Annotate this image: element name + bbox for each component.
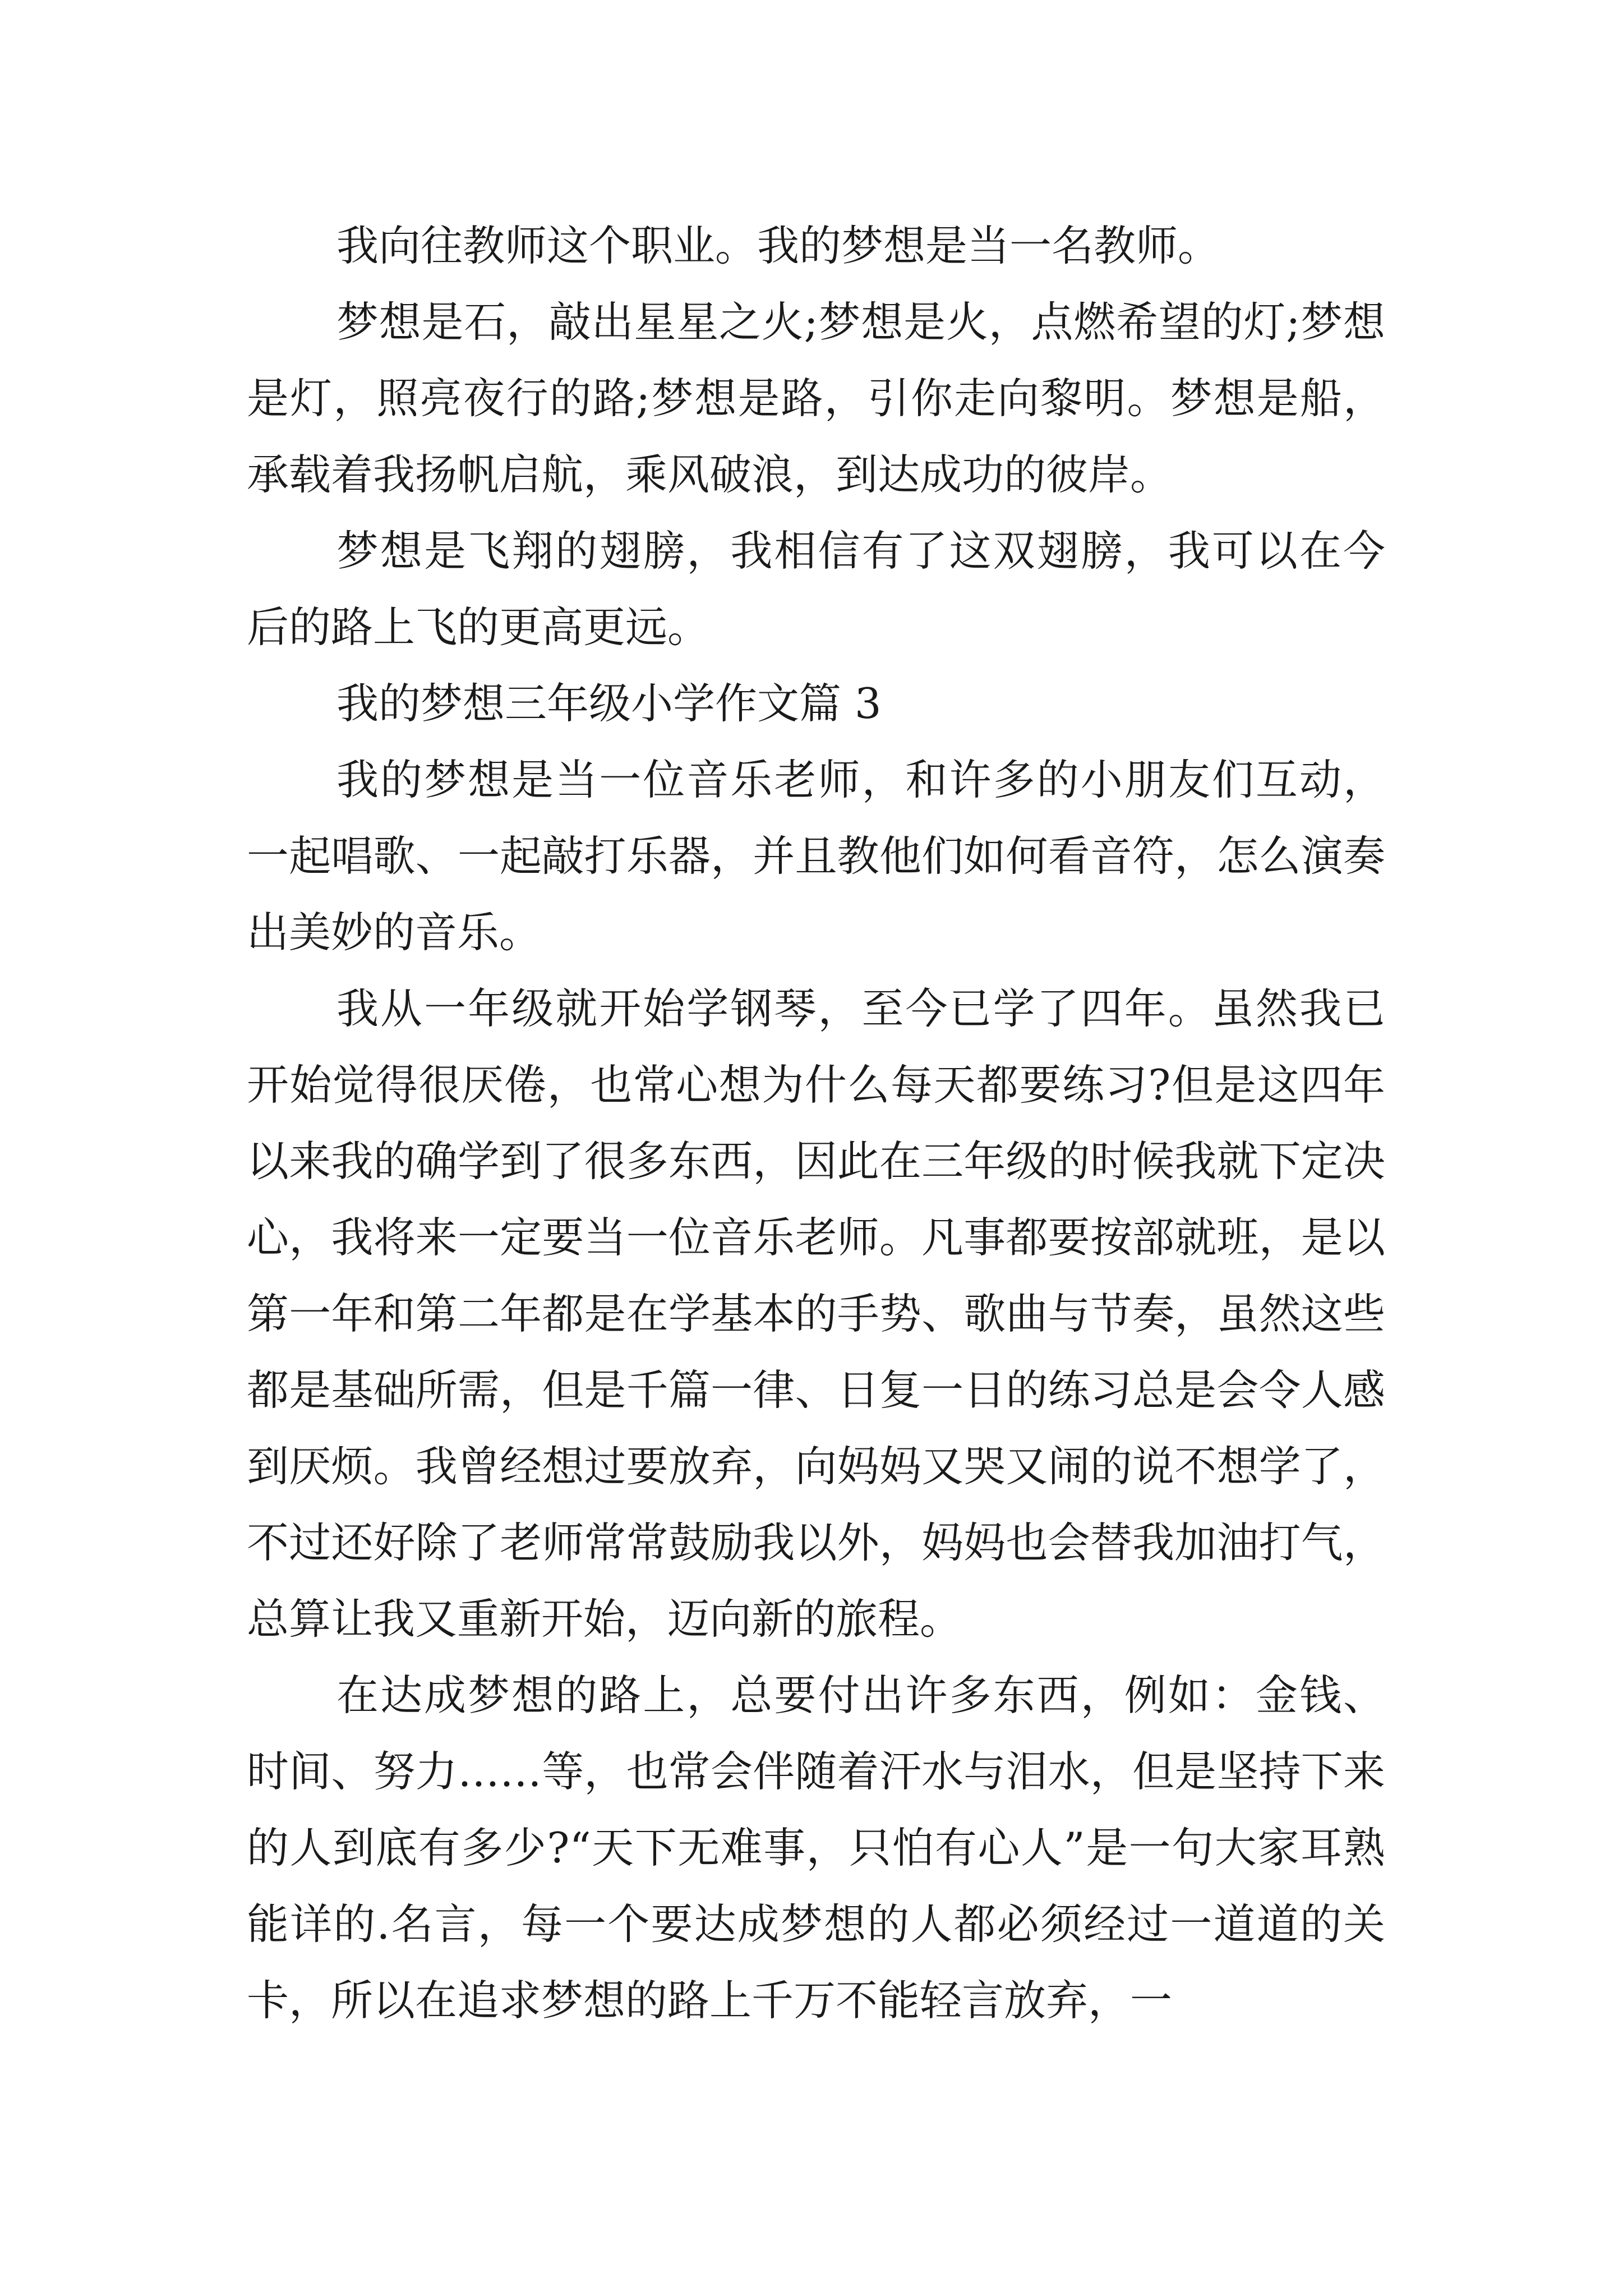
paragraph-6: 在达成梦想的路上，总要付出许多东西，例如：金钱、时间、努力……等，也常会伴随着汗水与泪水，但是坚持下来的人到底有多少?“天下无难事，只怕有心人”是一句大家耳熟能详的.名言，每一个要达成梦想的人都必须经过一道道的关卡，所以在追求梦想的路上千万不能轻言放弃，一 [247, 1671, 1385, 2025]
paragraph-4: 我的梦想是当一位音乐老师，和许多的小朋友们互动，一起唱歌、一起敲打乐器，并且教他们如何看音符，怎么演奏出美妙的音乐。 [247, 755, 1385, 957]
document-page [247, 208, 1385, 2039]
paragraph-5: 我从一年级就开始学钢琴，至今已学了四年。虽然我已开始觉得很厌倦，也常心想为什么每天都要练习?但是这四年以来我的确学到了很多东西，因此在三年级的时候我就下定决心，我将来一定要当一位音乐老师。凡事都要按部就班，是以第一年和第二年都是在学基本的手势、歌曲与节奏，虽然这些都是基础所需，但是千篇一律、日复一日的练习总是会令人感到厌烦。我曾经想过要放弃，向妈妈又哭又闹的说不想学了，不过还好除了老师常常鼓励我以外，妈妈也会替我加油打气，总算让我又重新开始，迈向新的旅程。 [247, 984, 1385, 1644]
section-heading: 我的梦想三年级小学作文篇 3 [336, 679, 882, 728]
paragraph-2: 梦想是石，敲出星星之火;梦想是火，点燃希望的灯;梦想是灯，照亮夜行的路;梦想是路，引你走向黎明。梦想是船，承载着我扬帆启航，乘风破浪，到达成功的彼岸。 [247, 297, 1385, 499]
paragraph-1: 我向往教师这个职业。我的梦想是当一名教师。 [336, 221, 1220, 270]
paragraph-3: 梦想是飞翔的翅膀，我相信有了这双翅膀，我可以在今后的路上飞的更高更远。 [247, 526, 1385, 652]
